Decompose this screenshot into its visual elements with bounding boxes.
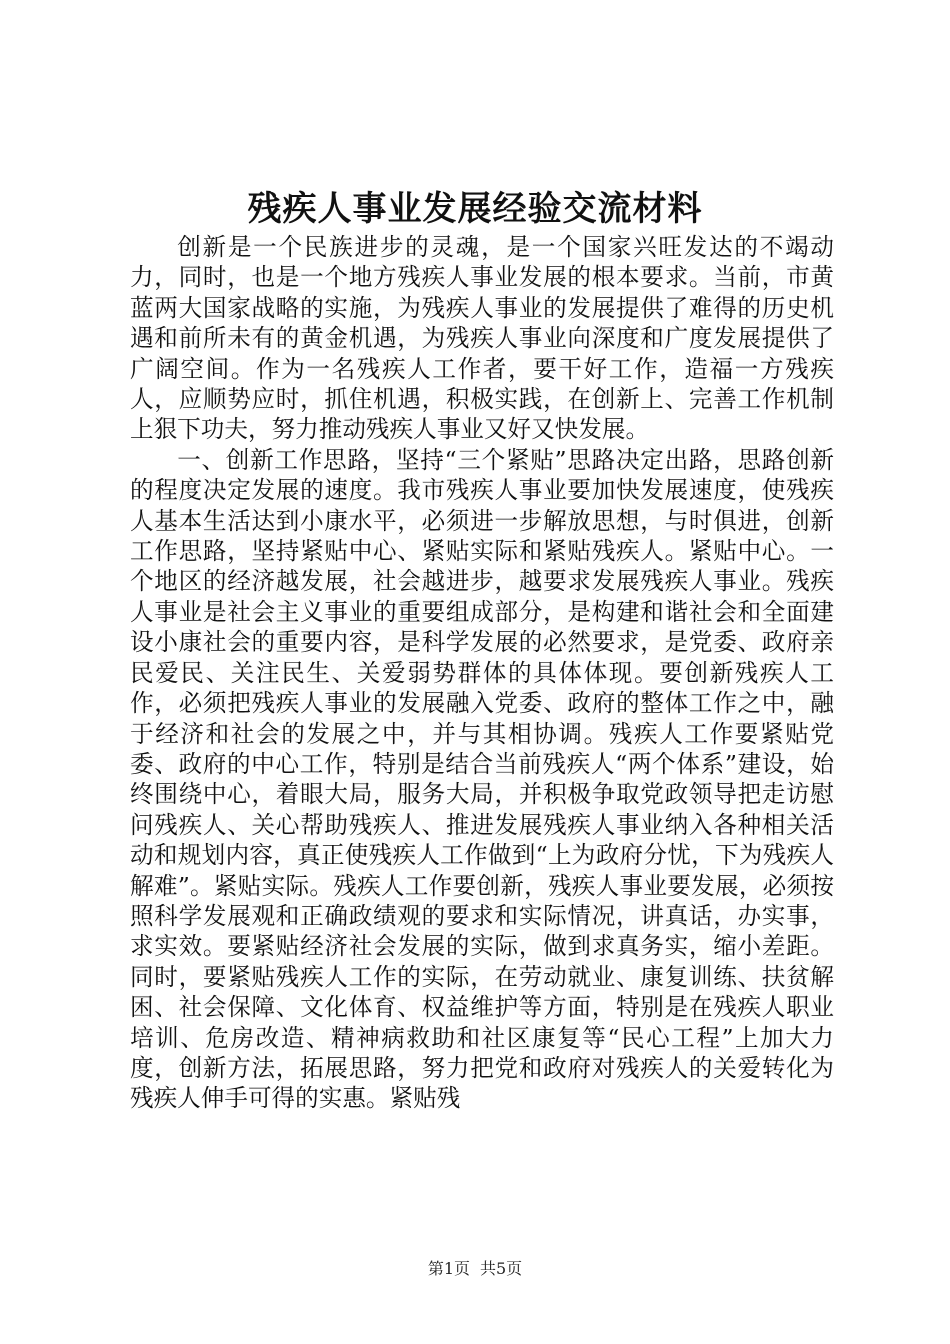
page-number: 第1页 — [427, 1259, 470, 1278]
paragraph-section-one: 一、创新工作思路，坚持“三个紧贴”思路决定出路，思路创新的程度决定发展的速度。我市残疾人事业要加快发展速度，使残疾人基本生活达到小康水平，必须进一步解放思想，与时俱进，创新工作思路，坚持紧贴中心、紧贴实际和紧贴残疾人。紧贴中心。一个地区的经济越发展，社会越进步，越要求发展残疾人事业。残疾人事业是社会主义事业的重要组成部分，是构建和谐社会和全面建设小康社会的重要内容，是科学发展的必然要求，是党委、政府亲民爱民、关注民生、关爱弱势群体的具体体现。要创新残疾人工作，必须把残疾人事业的发展融入党委、政府的整体工作之中，融于经济和社会的发展之中，并与其相协调。残疾人工作要紧贴党委、政府的中心工作，特别是结合当前残疾人“两个体系”建设，始终围绕中心，着眼大局，服务大局，并积极争取党政领导把走访慰问残疾人、关心帮助残疾人、推进发展残疾人事业纳入各种相关活动和规划内容，真正使残疾人工作做到“上为政府分忧，下为残疾人解难”。紧贴实际。残疾人工作要创新，残疾人事业要发展，必须按照科学发展观和正确政绩观的要求和实际情况，讲真话，办实事，求实效。要紧贴经济社会发展的实际，做到求真务实，缩小差距。同时，要紧贴残疾人工作的实际，在劳动就业、康复训练、扶贫解困、社会保障、文化体育、权益维护等方面，特别是在残疾人职业培训、危房改造、精神病救助和社区康复等“民心工程”上加大力度，创新方法，拓展思路，努力把党和政府对残疾人的关爱转化为残疾人伸手可得的实惠。紧贴残 — [130, 445, 834, 1113]
document-title: 残疾人事业发展经验交流材料 — [247, 189, 703, 229]
paragraph-intro: 创新是一个民族进步的灵魂，是一个国家兴旺发达的不竭动力，同时，也是一个地方残疾人事业发展的根本要求。当前，市黄蓝两大国家战略的实施，为残疾人事业的发展提供了难得的历史机遇和前所未有的黄金机遇，为残疾人事业向深度和广度发展提供了广阔空间。作为一名残疾人工作者，要干好工作，造福一方残疾人，应顺势应时，抓住机遇，积极实践，在创新上、完善工作机制上狠下功夫，努力推动残疾人事业又好又快发展。 — [130, 233, 834, 444]
document-body — [130, 232, 834, 1114]
page-footer — [0, 1257, 950, 1281]
page-total: 共5页 — [480, 1259, 523, 1278]
